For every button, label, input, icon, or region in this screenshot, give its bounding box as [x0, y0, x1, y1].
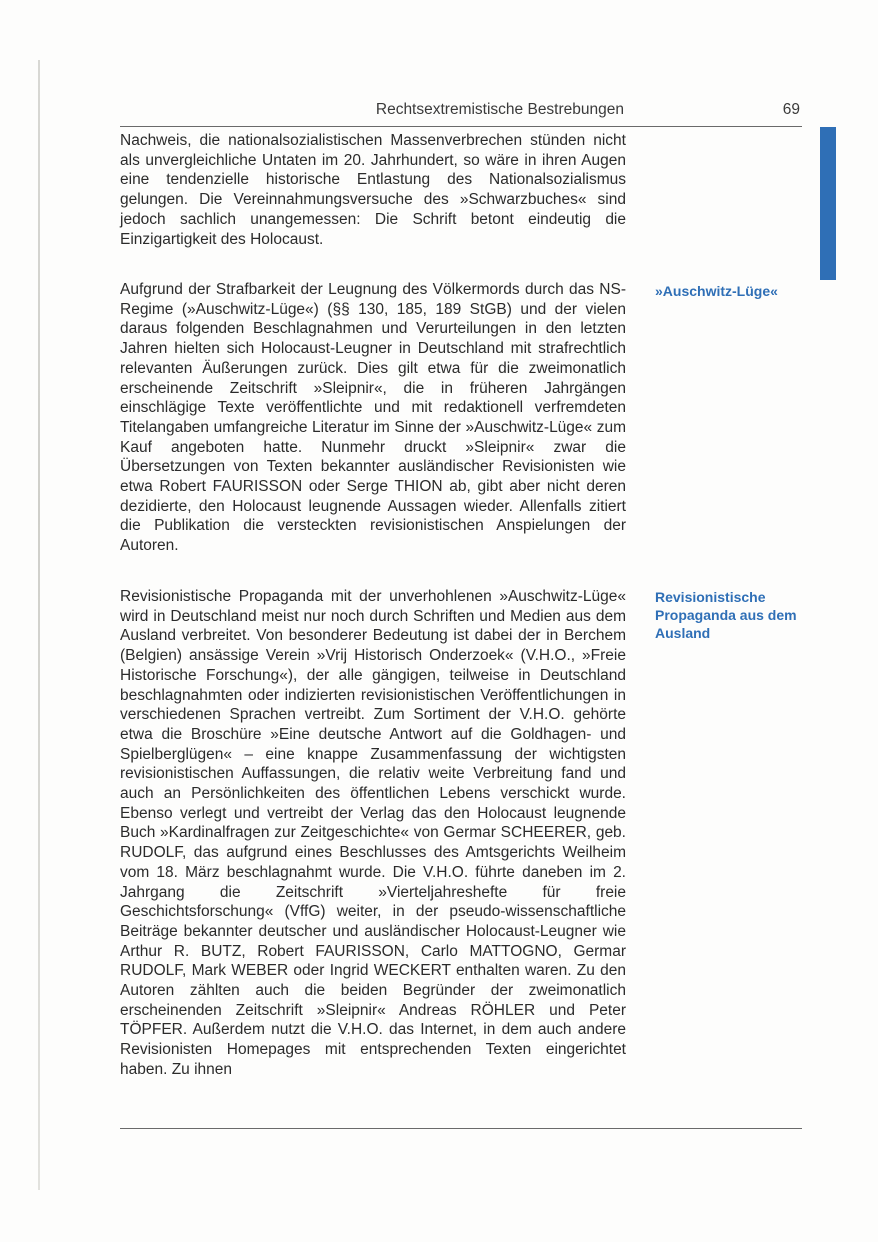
margin-note-auschwitz-luege: »Auschwitz-Lüge«: [655, 283, 778, 299]
running-head: Rechtsextremistische Bestrebungen: [375, 101, 624, 118]
margin-note-revisionistische-propaganda: Revisionistische Propaganda aus dem Ausland: [655, 589, 797, 641]
body-paragraph: Aufgrund der Strafbarkeit der Leugnung des Völkermords durch das NS-Regime (»Auschwitz-Lüge«) (§§ 130, 185, 189 StGB) und der vielen daraus folgenden Beschlagnahmen und Verurteilungen in den letzten Jahren hielten sich Holocaust-Leugner in Deutschland mit strafrechtlich relevanten Äußerungen zurück. Dies gilt etwa für die zweimonatlich erscheinende Zeitschrift »Sleipnir«, die in früheren Jahrgängen einschlägige Texte veröffentlichte und mit redaktionell verfremdeten Titelangaben umfangreiche Literatur im Sinne der »Auschwitz-Lüge« zum Kauf angeboten hatte. Nunmehr druckt »Sleipnir« zwar die Übersetzungen von Texten bekannter ausländischer Revisionisten wie etwa Robert FAURISSON oder Serge THION ab, gibt aber nicht deren dezidierte, den Holocaust leugnende Aussagen wieder. Allenfalls zitiert die Publikation die versteckten revisionistischen Anspielungen der Autoren.: [120, 281, 626, 555]
chapter-thumb-tab: [820, 127, 836, 280]
body-paragraph: Nachweis, die nationalsozialistischen Massenverbrechen stünden nicht als unvergleichliche Untaten im 20. Jahrhundert, so wäre in ihren Augen eine tendenzielle historische Entlastung des Nationalsozialismus gelungen. Die Vereinnahmungsversuche des »Schwarzbuches« sind jedoch sachlich unangemessen: Die Schrift betont eindeutig die Einzigartigkeit des Holocaust.: [120, 132, 626, 248]
header-rule: [120, 126, 802, 127]
footer-rule: [120, 1128, 802, 1129]
body-paragraph: Revisionistische Propaganda mit der unverhohlenen »Auschwitz-Lüge« wird in Deutschland meist nur noch durch Schriften und Medien aus dem Ausland verbreitet. Von besonderer Bedeutung ist dabei der in Berchem (Belgien) ansässige Verein »Vrij Historisch Onderzoek« (V.H.O., »Freie Historische Forschung«), der alle gängigen, teilweise in Deutschland beschlagnahmten oder indizierten revisionistischen Veröffentlichungen in verschiedenen Sprachen vertreibt. Zum Sortiment der V.H.O. gehörte etwa die Broschüre »Eine deutsche Antwort auf die Goldhagen- und Spielberglügen« – eine knappe Zusammenfassung der wichtigsten revisionistischen Auffassungen, die relativ weite Verbreitung fand und auch an Persönlichkeiten des öffentlichen Lebens verschickt wurde. Ebenso verlegt und vertreibt der Verlag das den Holocaust leugnende Buch »Kardinalfragen zur Zeitgeschichte« von Germar SCHEERER, geb. RUDOLF, das aufgrund eines Beschlusses des Amtsgerichts Weilheim vom 18. März beschlagnahmt wurde. Die V.H.O. führte daneben im 2. Jahrgang die Zeitschrift »Vierteljahreshefte für freie Geschichtsforschung« (VffG) weiter, in der pseudo-wissenschaftliche Beiträge bekannter deutscher und ausländischer Holocaust-Leugner wie Arthur R. BUTZ, Robert FAURISSON, Carlo MATTOGNO, Germar RUDOLF, Mark WEBER oder Ingrid WECKERT enthalten waren. Zu den Autoren zählten auch die beiden Begründer der zweimonatlich erscheinenden Zeitschrift »Sleipnir« Andreas RÖHLER und Peter TÖPFER. Außerdem nutzt die V.H.O. das Internet, in dem auch andere Revisionisten Homepages mit entsprechenden Texten eingerichtet haben. Zu ihnen: [120, 588, 626, 1078]
page-header: [120, 101, 802, 127]
page-number: 69: [782, 101, 800, 118]
binding-edge: [38, 60, 40, 1190]
